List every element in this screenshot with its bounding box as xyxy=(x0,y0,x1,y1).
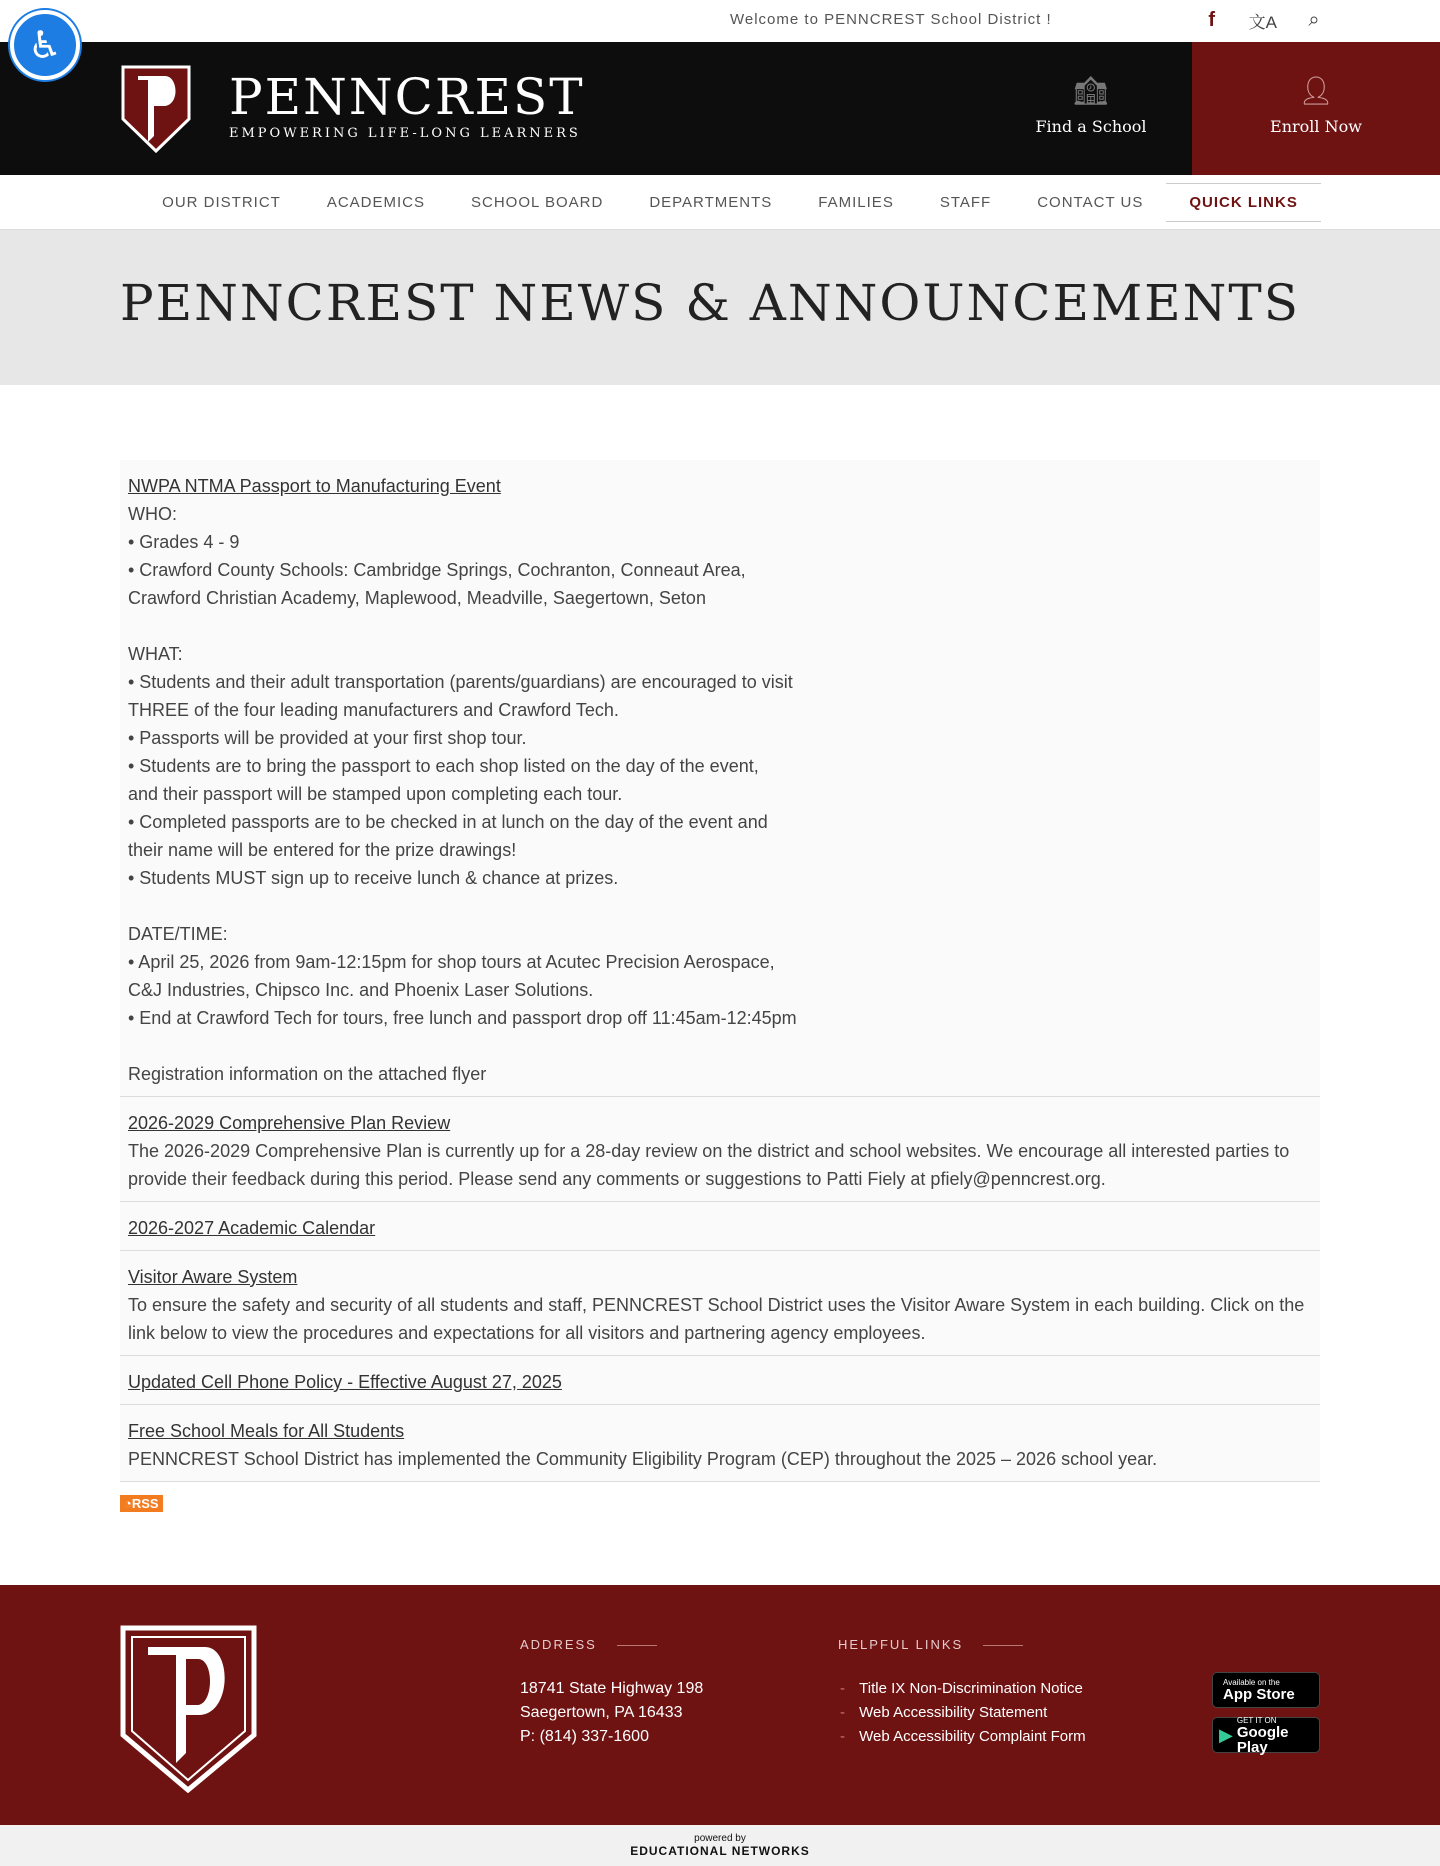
brand-tagline: EMPOWERING LIFE-LONG LEARNERS xyxy=(229,126,581,141)
news-item xyxy=(120,1202,1320,1251)
powered-by-text: powered by xyxy=(694,1833,746,1844)
news-line: Crawford Christian Academy, Maplewood, Meadville, Saegertown, Seton xyxy=(128,588,706,608)
news-line: • End at Crawford Tech for tours, free lunch and passport drop off 11:45am-12:45pm xyxy=(128,1008,797,1028)
news-description: PENNCREST School District has implemented the Community Eligibility Program (CEP) throughout the 2025 – 2026 school year. xyxy=(128,1449,1158,1469)
nav-academics[interactable]: ACADEMICS xyxy=(326,193,426,211)
news-title-link[interactable]: 2026-2027 Academic Calendar xyxy=(128,1218,376,1238)
user-add-icon: 👤︎ xyxy=(1298,74,1334,107)
footer xyxy=(0,1585,1440,1825)
news-description: The 2026-2029 Comprehensive Plan is currently up for a 28-day review on the district and school websites. We encourage all interested parties to provide their feedback during this period. Please send any comments or suggestions to Patti Fiely at pfiely@penncrest.org. xyxy=(128,1141,1290,1189)
facebook-icon[interactable]: f xyxy=(1208,9,1215,31)
news-line: Registration information on the attached flyer xyxy=(128,1064,487,1084)
translate-icon[interactable]: 文A xyxy=(1248,13,1277,32)
main-nav xyxy=(0,175,1440,230)
helpful-links-heading: HELPFUL LINKS xyxy=(838,1637,1023,1652)
powered-by[interactable] xyxy=(0,1825,1440,1866)
news-description: To ensure the safety and security of all students and staff, PENNCREST School District uses the Visitor Aware System in each building. Click on the link below to view the procedures and expectations for all visitors and partnering agency employees. xyxy=(128,1295,1305,1343)
google-play-big: Google Play xyxy=(1236,1723,1289,1756)
news-line: THREE of the four leading manufacturers and Crawford Tech. xyxy=(128,700,619,720)
helpful-links xyxy=(840,1677,1086,1749)
nav-our-district[interactable]: OUR DISTRICT xyxy=(162,193,281,211)
enroll-now-label: Enroll Now xyxy=(1270,117,1362,136)
find-school-label: Find a School xyxy=(1035,117,1147,136)
top-bar xyxy=(0,0,1440,42)
find-school-button[interactable] xyxy=(996,42,1186,175)
address-heading: ADDRESS xyxy=(520,1637,657,1652)
search-icon[interactable]: ⌕ xyxy=(1308,9,1320,31)
app-store-big: App Store xyxy=(1223,1686,1295,1703)
google-play-button[interactable] xyxy=(1212,1715,1320,1756)
google-play-small: GET IT ON xyxy=(1236,1715,1277,1725)
news-line: • Passports will be provided at your first shop tour. xyxy=(128,728,527,748)
news-line: • April 25, 2026 from 9am-12:15pm for shop tours at Acutec Precision Aerospace, xyxy=(128,952,775,972)
penncrest-logo[interactable] xyxy=(120,64,192,154)
news-line: • Grades 4 - 9 xyxy=(128,532,240,552)
nav-departments[interactable]: DEPARTMENTS xyxy=(649,193,773,211)
news-title-link[interactable]: Updated Cell Phone Policy - Effective August 27, 2025 xyxy=(128,1372,562,1392)
news-item xyxy=(120,460,1320,1097)
news-line: their name will be entered for the prize drawings! xyxy=(128,840,517,860)
welcome-text: Welcome to PENNCREST School District ! xyxy=(730,11,1052,28)
header xyxy=(0,42,1440,175)
address xyxy=(520,1677,703,1749)
news-list xyxy=(120,460,1320,1482)
school-icon: 🏫︎ xyxy=(1073,74,1109,107)
app-store-small: Available on the xyxy=(1223,1678,1280,1687)
address-line: 18741 State Highway 198 xyxy=(520,1680,704,1697)
news-item xyxy=(120,1097,1320,1202)
link-accessibility-complaint[interactable]: - Web Accessibility Complaint Form xyxy=(840,1725,1086,1749)
app-store-button[interactable] xyxy=(1212,1672,1320,1708)
brand-name: PENNCREST xyxy=(229,68,585,126)
link-accessibility-statement[interactable]: - Web Accessibility Statement xyxy=(840,1701,1086,1725)
news-line: • Students and their adult transportation (parents/guardians) are encouraged to visit xyxy=(128,672,793,692)
rss-icon: ◔ xyxy=(124,1496,132,1511)
nav-contact-us[interactable]: CONTACT US xyxy=(1037,193,1144,211)
news-title-link[interactable]: Free School Meals for All Students xyxy=(128,1421,405,1441)
news-line: C&J Industries, Chipsco Inc. and Phoenix Laser Solutions. xyxy=(128,980,594,1000)
rss-button[interactable] xyxy=(120,1495,163,1512)
news-title-link[interactable]: NWPA NTMA Passport to Manufacturing Event xyxy=(128,476,501,496)
phone: P: (814) 337-1600 xyxy=(520,1728,649,1745)
rss-label: RSS xyxy=(131,1496,159,1511)
news-title-link[interactable]: 2026-2029 Comprehensive Plan Review xyxy=(128,1113,451,1133)
nav-school-board[interactable]: SCHOOL BOARD xyxy=(471,193,604,211)
enroll-now-button[interactable] xyxy=(1192,42,1440,175)
nav-families[interactable]: FAMILIES xyxy=(818,193,894,211)
news-line: • Completed passports are to be checked in at lunch on the day of the event and xyxy=(128,812,768,832)
news-line xyxy=(128,612,1312,640)
news-line: • Crawford County Schools: Cambridge Springs, Cochranton, Conneaut Area, xyxy=(128,560,746,580)
nav-quick-links[interactable]: QUICK LINKS xyxy=(1166,183,1321,222)
page-title: PENNCREST NEWS & ANNOUNCEMENTS xyxy=(120,274,1301,332)
news-line: DATE/TIME: xyxy=(128,924,228,944)
news-title-link[interactable]: Visitor Aware System xyxy=(128,1267,298,1287)
news-item xyxy=(120,1251,1320,1356)
play-icon: ▶ xyxy=(1219,1724,1233,1745)
footer-logo xyxy=(120,1625,257,1793)
nav-staff[interactable]: STAFF xyxy=(939,193,992,211)
news-line: WHAT: xyxy=(128,644,183,664)
address-line: Saegertown, PA 16433 xyxy=(520,1704,683,1721)
news-item xyxy=(120,1405,1320,1482)
news-line xyxy=(128,892,1312,920)
title-band xyxy=(0,230,1440,385)
news-item xyxy=(120,1356,1320,1405)
news-line xyxy=(128,1032,1312,1060)
educational-networks-logo: EDUCATIONAL NETWORKS xyxy=(630,1844,810,1858)
link-title-ix[interactable]: - Title IX Non-Discrimination Notice xyxy=(840,1677,1086,1701)
news-line: • Students MUST sign up to receive lunch & chance at prizes. xyxy=(128,868,619,888)
accessibility-icon: ♿︎ xyxy=(27,24,63,67)
accessibility-button[interactable] xyxy=(10,10,80,80)
news-line: WHO: xyxy=(128,504,177,524)
news-line: and their passport will be stamped upon completing each tour. xyxy=(128,784,623,804)
news-line: • Students are to bring the passport to each shop listed on the day of the event, xyxy=(128,756,759,776)
